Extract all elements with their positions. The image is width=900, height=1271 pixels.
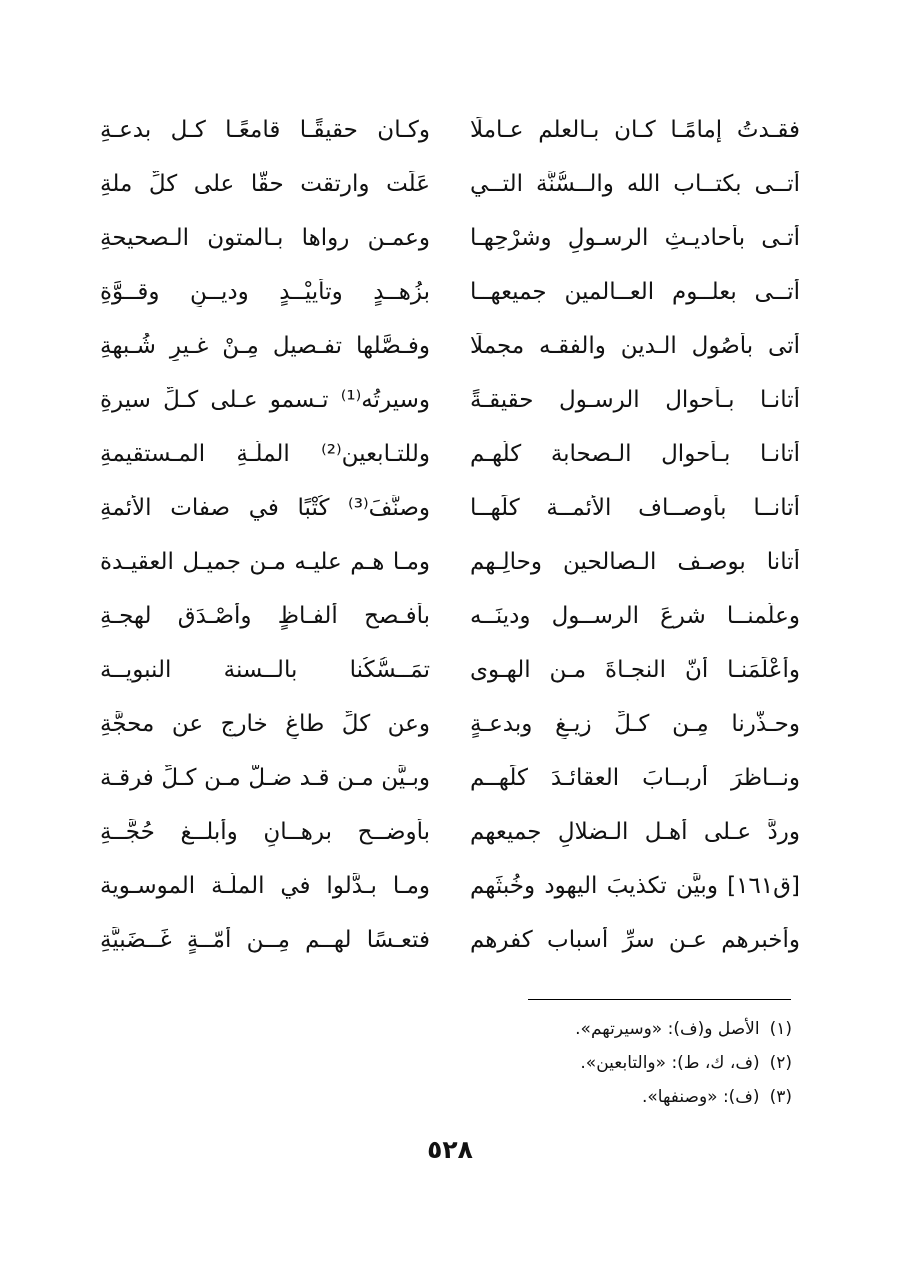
- footnote-text: الأصل و(ف): «وسيرتهم».: [575, 1019, 760, 1039]
- footnote-separator: [528, 999, 791, 1000]
- footnote-text: (ف، ك، ط): «والتابعين».: [580, 1053, 760, 1073]
- verse-second-hemistich: بأفـصح ألفـاظٍ وأصْـدَق لهجـةِ: [100, 603, 430, 630]
- verse-line: [100, 320, 800, 374]
- footnote: [300, 1080, 792, 1114]
- verse-second-hemistich: ومـا هـم عليـه مـن جميـل العقيـدة: [100, 549, 430, 576]
- verse-line: [100, 374, 800, 428]
- verse-second-hemistich: ومـا بـدَّلوا في الملّـة الموسـوية: [100, 873, 430, 900]
- verse-line: [100, 698, 800, 752]
- verse-line: [100, 212, 800, 266]
- verse-second-hemistich: وعن كلِّ طاغٍ خارجٍ عن محجَّةِ: [100, 711, 430, 738]
- verse-line: [100, 860, 800, 914]
- verse-second-hemistich: وكـان حقيقًـا قامعًـا كـل بدعـةِ: [100, 117, 430, 144]
- verse-line: [100, 590, 800, 644]
- verse-line: [100, 428, 800, 482]
- footnote-number: (٢): [769, 1053, 792, 1073]
- verse-first-hemistich: أتانــا بأوصــاف الأئمــة كلِّهــا: [470, 495, 800, 522]
- verse-first-hemistich: أتى بأصُول الـدين والفقـه مجملًا: [470, 333, 800, 360]
- footnote: [300, 1012, 792, 1046]
- poem-body: [100, 104, 800, 984]
- footnote-number: (٣): [769, 1087, 792, 1107]
- verse-first-hemistich: ونــاظرَ أربــابَ العقائـدَ كلِّهــم: [470, 765, 800, 792]
- verse-first-hemistich: أتانـا بـأحوال الرسـول حقيقـةً: [470, 387, 800, 414]
- footnote-number: (١): [769, 1019, 792, 1039]
- page-number: ٥٢٨: [427, 1135, 473, 1164]
- verse-second-hemistich: وبـيَّن مـن قـد ضـلَّ مـن كـلِّ فرقـة: [100, 765, 430, 792]
- verse-first-hemistich: أتـى بأحاديـثِ الرسـولِ وشرْحِهـا: [470, 225, 800, 252]
- verse-second-hemistich: وصنَّفَ⁽³⁾ كُتْبًا في صفات الأئمةِ: [100, 495, 430, 522]
- verse-line: [100, 644, 800, 698]
- verse-line: [100, 752, 800, 806]
- verse-first-hemistich: وردَّ عـلى أهـل الـضلالِ جميعهم: [470, 819, 800, 846]
- verse-first-hemistich: أتانـا بـأحوال الـصحابة كلّهـم: [470, 441, 800, 468]
- verse-second-hemistich: وعمـن رواها بـالمتون الـصحيحةِ: [100, 225, 430, 252]
- verse-first-hemistich: فقـدتُ إمامًـا كـان بـالعلم عـاملًا: [470, 117, 800, 144]
- verse-line: [100, 266, 800, 320]
- verse-line: [100, 104, 800, 158]
- verse-second-hemistich: وسيرتُه⁽¹⁾ تـسمو عـلى كـلِّ سيرةِ: [100, 387, 430, 414]
- verse-second-hemistich: وفـصَّلها تفـصيل مِـنْ غـيرِ شُـبهةِ: [100, 333, 430, 360]
- verse-second-hemistich: بأوضــح برهــانٍ وأبلــغ حُجَّــةِ: [100, 819, 430, 846]
- footnote-text: (ف): «وصنفها».: [641, 1087, 760, 1107]
- verse-first-hemistich: وحـذَّرنا مِـن كـلِّ زيـغٍ وبدعـةٍ: [470, 711, 800, 738]
- footnote: [300, 1046, 792, 1080]
- verse-line: [100, 536, 800, 590]
- verse-second-hemistich: بزُهــدٍ وتأييْــدٍ وديــنٍ وقــوَّةِ: [100, 279, 430, 306]
- verse-first-hemistich: وأعْلَمَنـا أنّ النجـاةَ مـن الهـوى: [470, 657, 800, 684]
- verse-first-hemistich: أتــى بعلــوم العــالمين جميعهــا: [470, 279, 800, 306]
- verse-first-hemistich: وعلَّمنــا شرعَ الرســول ودينَــه: [470, 603, 800, 630]
- verse-second-hemistich: فتعـسًا لهــم مِــن أمّــةٍ غَــضَبيَّةِ: [100, 927, 430, 954]
- verse-line: [100, 806, 800, 860]
- verse-second-hemistich: تمَــسُّكُنا بالــسنة النبويــة: [100, 657, 430, 684]
- verse-first-hemistich: وأخبرهم عـن سرِّ أسباب كفرهم: [470, 927, 800, 954]
- verse-line: [100, 914, 800, 968]
- footnotes: [300, 1012, 792, 1114]
- verse-line: [100, 482, 800, 536]
- verse-first-hemistich: أتــى بكتــاب الله والــسُّنَّة التــي: [470, 171, 800, 198]
- verse-line: [100, 158, 800, 212]
- verse-second-hemistich: وللتـابعين⁽²⁾ الملّـةِ المـستقيمةِ: [100, 441, 430, 468]
- verse-second-hemistich: عَلَت وارتقت حقًّا على كلِّ ملةِ: [100, 171, 430, 198]
- verse-first-hemistich: [ق١٦١] وبيَّن تكذيبَ اليهود وخُبثَهم: [470, 873, 800, 900]
- verse-first-hemistich: أتانا بوصـف الـصالحين وحالِـهم: [470, 549, 800, 576]
